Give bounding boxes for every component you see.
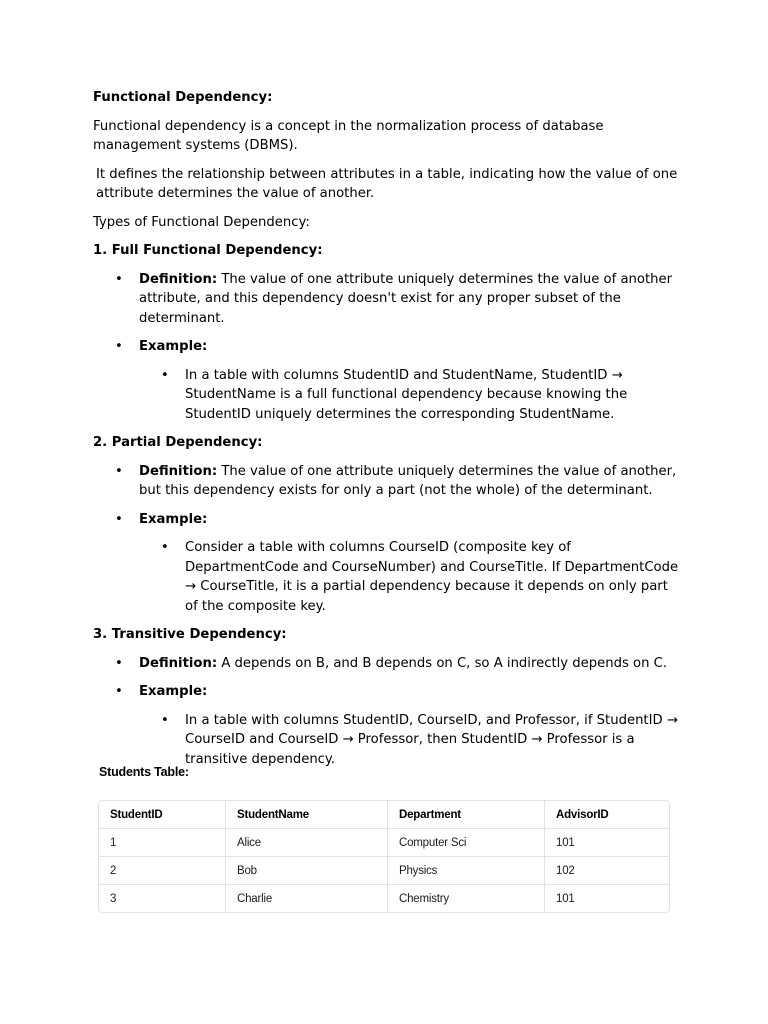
column-header-studentid: StudentID bbox=[99, 801, 226, 829]
example-item bbox=[93, 337, 683, 357]
bullet-icon: • bbox=[115, 511, 123, 527]
example-label: Example: bbox=[139, 511, 208, 527]
definition-label: Definition: bbox=[139, 271, 218, 287]
bullet-icon: • bbox=[161, 540, 169, 555]
bullet-icon: • bbox=[115, 271, 123, 287]
definition-item bbox=[93, 270, 683, 329]
bullet-icon: • bbox=[115, 339, 123, 354]
intro-paragraph-1: Functional dependency is a concept in the normalization process of database management systems (DBMS). bbox=[93, 118, 604, 153]
example-detail bbox=[93, 711, 683, 770]
example-item bbox=[93, 510, 683, 530]
section-full-functional-dependency bbox=[93, 241, 683, 424]
section-heading: 1. Full Functional Dependency: bbox=[93, 243, 323, 258]
definition-text: The value of one attribute uniquely determines the value of another, but this dependency exists for only a part (not the whole) of the determinant. bbox=[139, 463, 677, 498]
table-cell: Alice bbox=[226, 829, 388, 857]
example-detail bbox=[93, 366, 683, 425]
intro-paragraph-2: It defines the relationship between attributes in a table, indicating how the value of one attribute determines the value of another. bbox=[96, 166, 678, 201]
document-body bbox=[93, 88, 683, 769]
table-row bbox=[99, 857, 669, 885]
section-transitive-dependency bbox=[93, 625, 683, 769]
bullet-icon: • bbox=[115, 684, 123, 699]
example-detail bbox=[93, 538, 683, 616]
definition-item bbox=[93, 462, 683, 501]
document-title: Functional Dependency: bbox=[93, 90, 273, 105]
table-cell: 101 bbox=[556, 892, 575, 905]
example-label: Example: bbox=[139, 339, 208, 354]
definition-label: Definition: bbox=[139, 463, 218, 479]
section-heading: 2. Partial Dependency: bbox=[93, 435, 263, 450]
definition-label: Definition: bbox=[139, 655, 218, 671]
types-label: Types of Functional Dependency: bbox=[93, 214, 310, 230]
table-header-row bbox=[99, 801, 669, 829]
table-cell: 102 bbox=[545, 857, 670, 885]
column-header-studentname: StudentName bbox=[226, 801, 388, 829]
students-table bbox=[98, 800, 670, 913]
table-cell: 1 bbox=[99, 829, 226, 857]
example-item bbox=[93, 682, 683, 702]
students-table-title: Students Table: bbox=[99, 765, 189, 779]
table-row bbox=[99, 829, 669, 857]
column-header-advisorid: AdvisorID bbox=[545, 801, 670, 829]
example-label: Example: bbox=[139, 684, 208, 699]
bullet-icon: • bbox=[115, 655, 123, 671]
bullet-icon: • bbox=[161, 712, 169, 728]
section-partial-dependency bbox=[93, 433, 683, 616]
table-cell: 101 bbox=[545, 829, 670, 857]
table-cell: Computer Sci bbox=[388, 829, 545, 857]
example-text: In a table with columns StudentID, CourseID, and Professor, if StudentID → CourseID and CourseID → Professor, then StudentID → Professor is a transitive dependency. bbox=[185, 712, 678, 767]
definition-item bbox=[93, 654, 683, 674]
table-cell: 2 bbox=[99, 857, 226, 885]
section-heading: 3. Transitive Dependency: bbox=[93, 627, 287, 642]
definition-text: The value of one attribute uniquely determines the value of another attribute, and this dependency doesn't exist for any proper subset of the determinant. bbox=[139, 271, 673, 326]
table-row bbox=[99, 885, 669, 913]
table-cell: Bob bbox=[226, 857, 388, 885]
column-header-department: Department bbox=[388, 801, 545, 829]
bullet-icon: • bbox=[161, 367, 169, 383]
table-cell: Chemistry bbox=[388, 885, 545, 913]
example-text: In a table with columns StudentID and StudentName, StudentID → StudentName is a full functional dependency because knowing the StudentID uniquely determines the corresponding StudentName. bbox=[185, 367, 628, 422]
table-cell: 3 bbox=[99, 885, 226, 913]
table-cell: Physics bbox=[388, 857, 545, 885]
example-text: Consider a table with columns CourseID (composite key of DepartmentCode and CourseNumber) and CourseTitle. If DepartmentCode → CourseTitle, it is a partial dependency because it depends on only part of the composite key. bbox=[185, 540, 679, 614]
definition-text: A depends on B, and B depends on C, so A indirectly depends on C. bbox=[221, 655, 668, 671]
bullet-icon: • bbox=[115, 463, 123, 479]
table-cell: Charlie bbox=[226, 885, 388, 913]
